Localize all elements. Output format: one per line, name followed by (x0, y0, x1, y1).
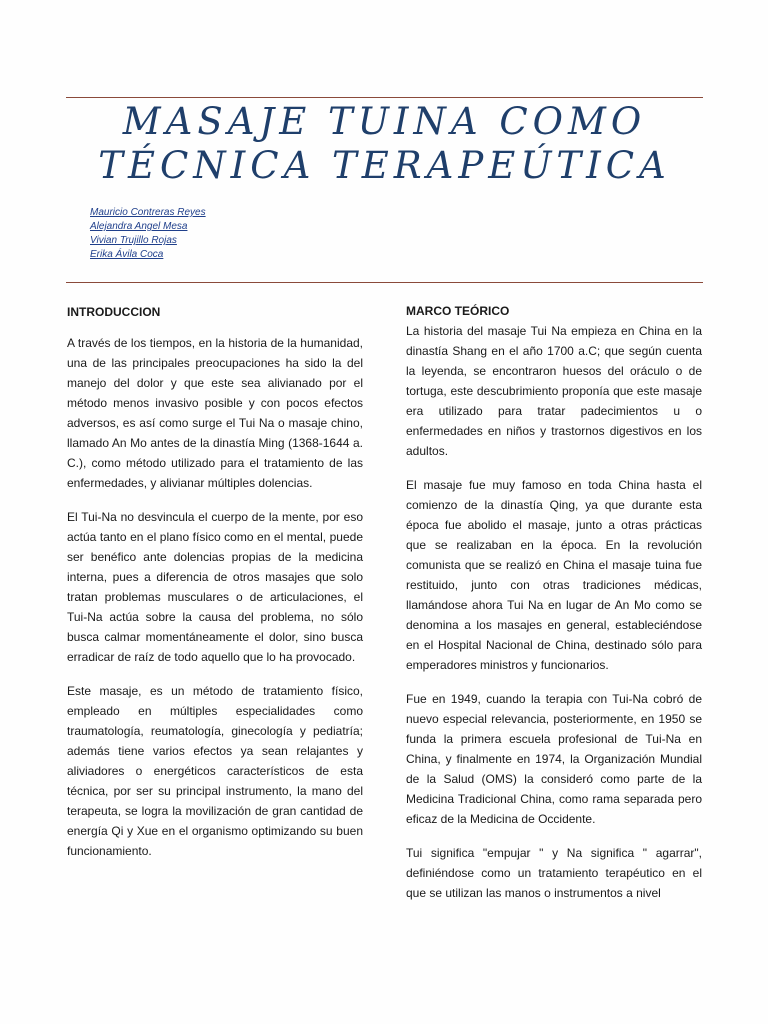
section-heading-introduccion: INTRODUCCION (67, 305, 161, 319)
paragraph: La historia del masaje Tui Na empieza en China en la dinastía Shang en el año 1700 a.C; que según cuenta la leyenda, se encontraron huesos del oráculo o de tortuga, este descubrimiento proponía que este masaje era utilizado para tratar padecimientos u o enfermedades en niños y trastornos digestivos en los adultos. (406, 324, 702, 458)
author-link[interactable]: Erika Ávila Coca (90, 249, 164, 260)
author-link[interactable]: Mauricio Contreras Reyes (90, 207, 206, 218)
author-link[interactable]: Vivian Trujillo Rojas (90, 235, 177, 246)
right-column (406, 301, 702, 917)
author-list (90, 206, 206, 262)
title-line-2: TÉCNICA TERAPEÚTICA (98, 144, 671, 187)
paragraph: Este masaje, es un método de tratamiento físico, empleado en múltiples especialidades como traumatología, reumatología, ginecología y pediatría; además tiene varios efectos ya sean relajantes y aliviadores o energéticos característicos de esta técnica, por ser su principal instrumento, la mano del terapeuta, se logra la movilización de gran cantidad de energía Qi y Xue en el organismo optimizando su buen funcionamiento. (67, 684, 363, 858)
paragraph: Tui significa "empujar " y Na significa " agarrar", definiéndose como un tratamiento terapéutico en el que se utilizan las manos o instrumentos a nivel (406, 846, 702, 900)
author-link[interactable]: Alejandra Angel Mesa (90, 221, 188, 232)
paragraph: El masaje fue muy famoso en toda China hasta el comienzo de la dinastía Qing, ya que durante esta época fue abolido el masaje, junto a otras prácticas que se realizaban en la época. En la revolución comunista que se realizó en China el masaje tuina fue restituido, junto con otras tradiciones médicas, llamándose ahora Tui Na en lugar de An Mo como se denomina a los masajes en general, estableciéndose en el Hospital Nacional de China, destinado sólo para emperadores ministros y funcionarios. (406, 478, 702, 672)
paragraph: El Tui-Na no desvincula el cuerpo de la mente, por eso actúa tanto en el plano físico como en el mental, puede ser benéfico ante dolencias propias de la medicina interna, pues a diferencia de otros masajes que solo tratan problemas musculares o de articulaciones, el Tui-Na actúa sobre la causa del problema, no sólo busca calmar momentáneamente el dolor, sino busca erradicar de raíz de todo aquello que lo ha provocado. (67, 510, 363, 664)
document-title (66, 100, 703, 188)
title-line-1: MASAJE TUINA COMO (122, 100, 647, 143)
left-column (67, 302, 363, 875)
section-divider (66, 282, 703, 283)
section-heading-marco-teorico: MARCO TEÓRICO (406, 304, 510, 318)
top-divider (66, 97, 703, 98)
paragraph: Fue en 1949, cuando la terapia con Tui-Na cobró de nuevo especial relevancia, posteriormente, en 1950 se funda la primera escuela profesional de Tui-Na en China, y finalmente en 1974, la Organización Mundial de la Salud (OMS) la consideró como parte de la Medicina Tradicional China, como rama separada pero eficaz de la Medicina de Occidente. (406, 692, 702, 826)
paragraph: A través de los tiempos, en la historia de la humanidad, una de las principales preocupaciones ha sido la del manejo del dolor y que este sea alivianado por el método menos invasivo posible y con pocos efectos adversos, es así como surge el Tui Na o masaje chino, llamado An Mo antes de la dinastía Ming (1368-1644 a. C.), como método utilizado para el tratamiento de las enfermedades, y alivianar múltiples dolencias. (67, 336, 363, 490)
